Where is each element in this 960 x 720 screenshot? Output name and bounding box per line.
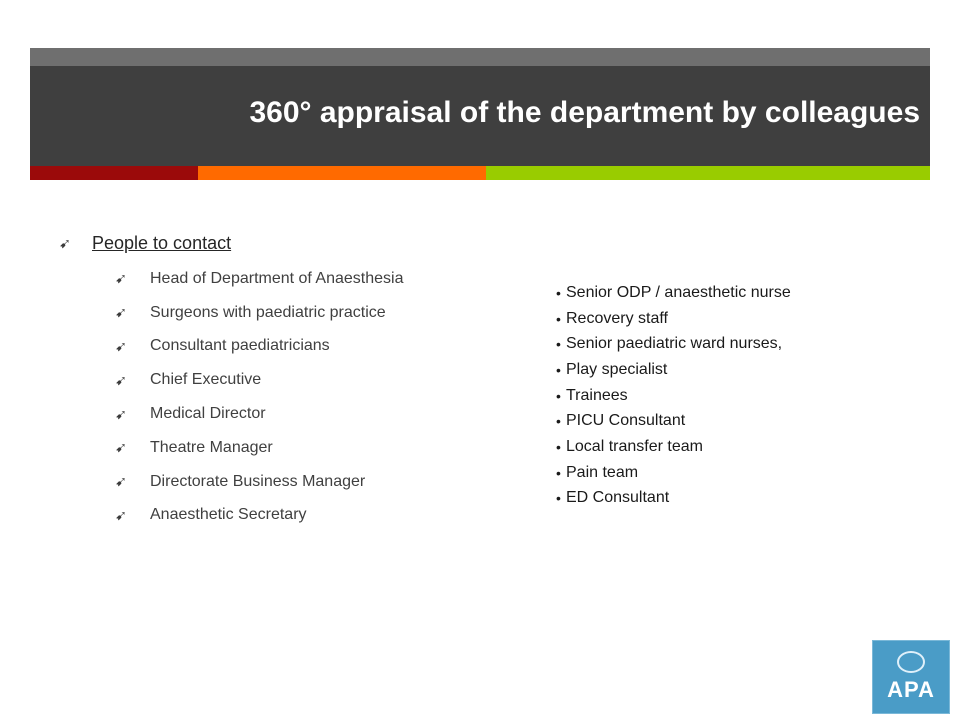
- list-item: [114, 431, 528, 465]
- list-item-label: PICU Consultant: [566, 412, 686, 430]
- accent-stripe-green: [486, 166, 930, 180]
- apa-emblem-icon: [897, 651, 925, 673]
- list-item: [556, 357, 886, 383]
- list-item-label: Head of Department of Anaesthesia: [150, 269, 404, 287]
- list-item-label: Pain team: [566, 463, 639, 481]
- title-band: [30, 66, 930, 166]
- list-item-label: Consultant paediatricians: [150, 337, 330, 355]
- list-item-label: Anaesthetic Secretary: [150, 506, 307, 524]
- arrow-icon: ➹: [115, 506, 127, 523]
- arrow-icon: ➹: [115, 473, 127, 490]
- list-heading: [58, 228, 528, 258]
- list-item: [556, 486, 886, 512]
- arrow-icon: ➹: [115, 337, 127, 354]
- left-bullet-list: [58, 228, 528, 532]
- list-item-label: Local transfer team: [566, 437, 703, 455]
- bullet-dot-icon: •: [556, 310, 561, 327]
- bullet-dot-icon: •: [556, 438, 561, 455]
- header-top-strip: [30, 48, 930, 66]
- list-item-label: Directorate Business Manager: [150, 472, 366, 490]
- contact-sublist: [58, 262, 528, 532]
- slide-title: 360° appraisal of the department by colleagues: [249, 96, 920, 129]
- list-item: [114, 499, 528, 533]
- list-item: [556, 434, 886, 460]
- list-item: [556, 408, 886, 434]
- list-item: [556, 280, 886, 306]
- accent-stripe-orange: [198, 166, 486, 180]
- list-item: [556, 331, 886, 357]
- apa-logo-text: APA: [887, 677, 935, 702]
- list-item: [114, 330, 528, 364]
- list-item-label: Senior ODP / anaesthetic nurse: [566, 283, 791, 301]
- list-heading-label: People to contact: [92, 232, 232, 253]
- list-item-label: Trainees: [566, 386, 628, 404]
- list-item-label: Surgeons with paediatric practice: [150, 303, 386, 321]
- arrow-icon: ➹: [115, 405, 127, 422]
- list-item: [556, 306, 886, 332]
- bullet-dot-icon: •: [556, 284, 561, 301]
- list-item-label: Recovery staff: [566, 309, 668, 327]
- list-item-label: Senior paediatric ward nurses,: [566, 335, 783, 353]
- accent-stripe-red: [30, 166, 198, 180]
- list-item: [114, 262, 528, 296]
- right-bullet-list: [556, 280, 886, 511]
- list-item-label: Play specialist: [566, 360, 668, 378]
- arrow-icon: ➹: [59, 234, 71, 251]
- bullet-dot-icon: •: [556, 490, 561, 507]
- apa-logo: [872, 640, 950, 714]
- list-item: [556, 383, 886, 409]
- bullet-dot-icon: •: [556, 413, 561, 430]
- list-item: [114, 465, 528, 499]
- list-item: [114, 363, 528, 397]
- arrow-icon: ➹: [115, 439, 127, 456]
- arrow-icon: ➹: [115, 304, 127, 321]
- list-item: [114, 296, 528, 330]
- list-item-label: Chief Executive: [150, 371, 262, 389]
- arrow-icon: ➹: [115, 371, 127, 388]
- bullet-dot-icon: •: [556, 336, 561, 353]
- arrow-icon: ➹: [115, 270, 127, 287]
- list-item-label: Theatre Manager: [150, 438, 273, 456]
- list-item: [114, 397, 528, 431]
- bullet-dot-icon: •: [556, 387, 561, 404]
- list-item-label: Medical Director: [150, 405, 266, 423]
- list-item-label: ED Consultant: [566, 489, 670, 507]
- list-item: [556, 460, 886, 486]
- bullet-dot-icon: •: [556, 361, 561, 378]
- bullet-dot-icon: •: [556, 464, 561, 481]
